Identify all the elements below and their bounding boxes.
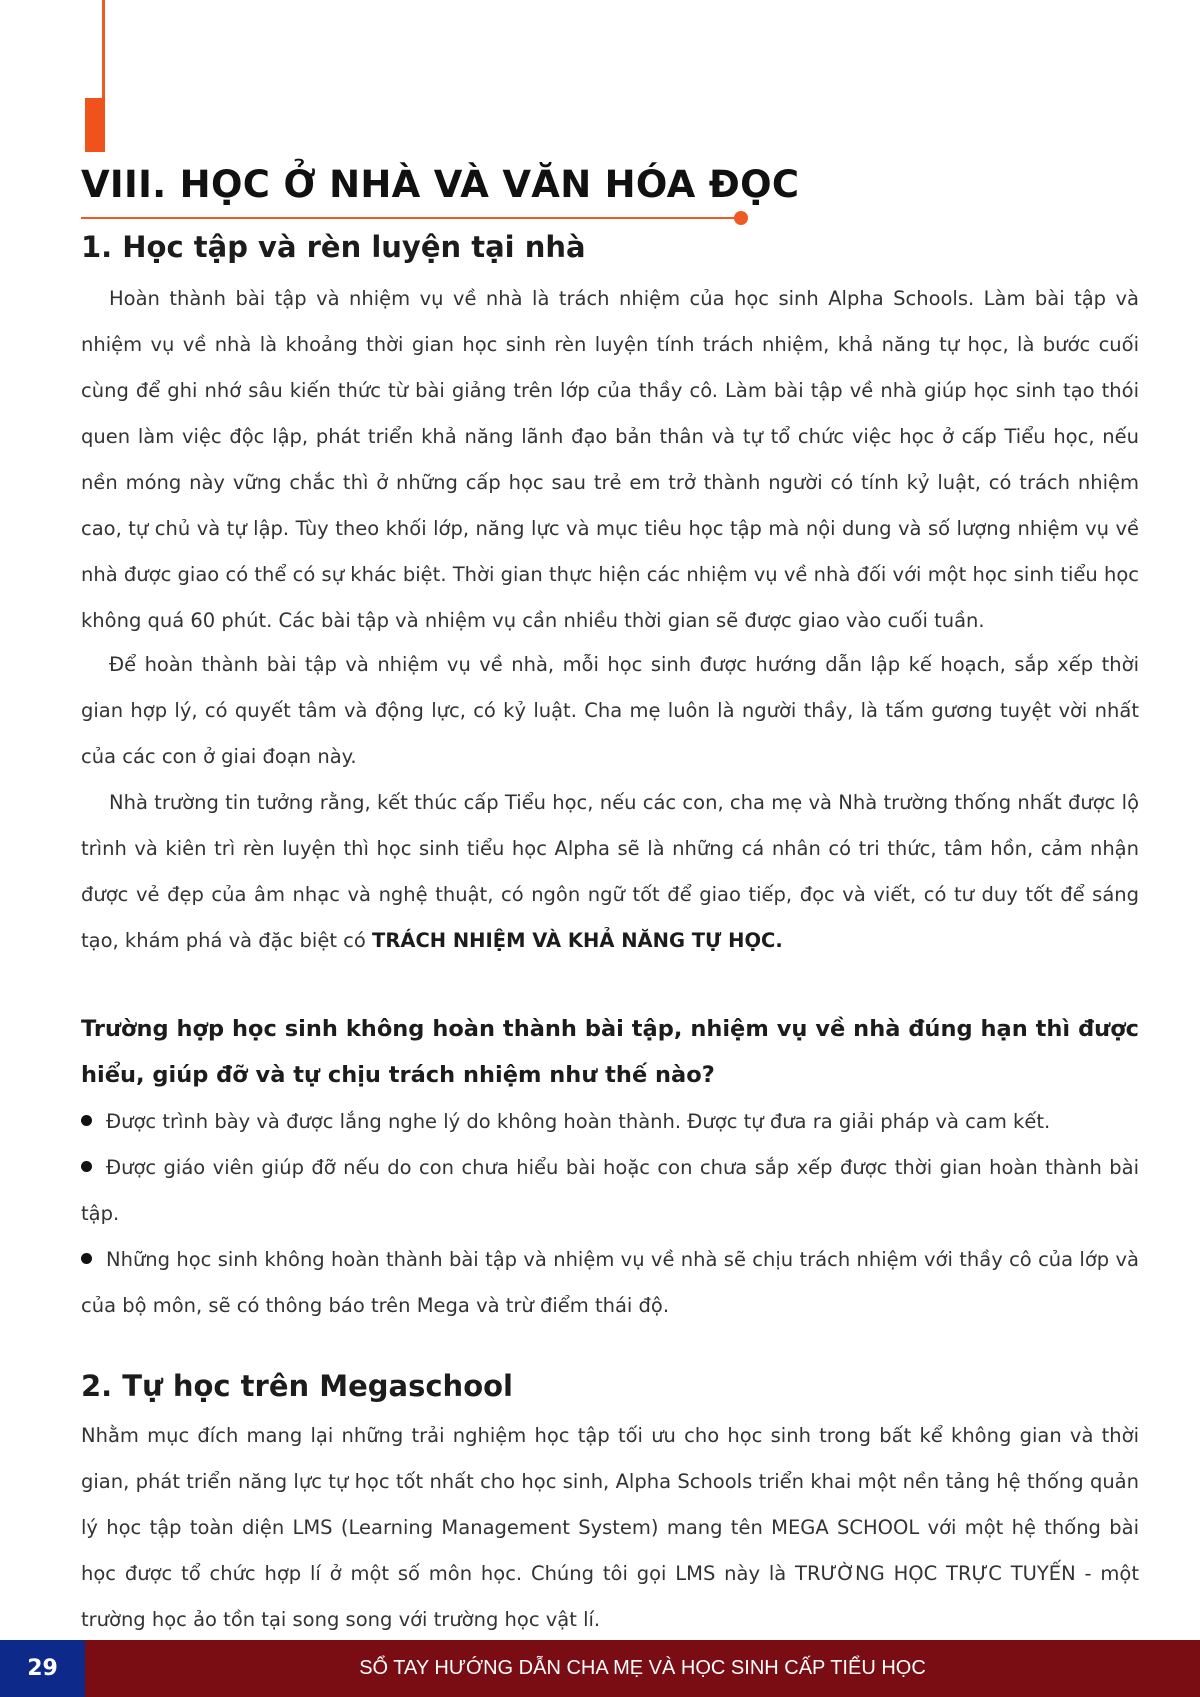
bullet-item-2 [81, 1145, 1139, 1237]
paragraph-3-bold-text: TRÁCH NHIỆM VÀ KHẢ NĂNG TỰ HỌC. [372, 929, 783, 952]
section-2-heading: 2. Tự học trên Megaschool [81, 1369, 513, 1403]
accent-vertical-line [102, 0, 105, 100]
bullet-icon [81, 1115, 92, 1126]
section-1-paragraph-1: Hoàn thành bài tập và nhiệm vụ về nhà là trách nhiệm của học sinh Alpha Schools. Làm bài tập và nhiệm vụ về nhà là khoảng thời gian học sinh rèn luyện tính trách nhiệm, khả năng tự học, là bước cuối cùng để ghi nhớ sâu kiến thức từ bài giảng trên lớp của thầy cô. Làm bài tập về nhà giúp học sinh tạo thói quen làm việc độc lập, phát triển khả năng lãnh đạo bản thân và tự tổ chức việc học ở cấp Tiểu học, nếu nền móng này vững chắc thì ở những cấp học sau trẻ em trở thành người có tính kỷ luật, có trách nhiệm cao, tự chủ và tự lập. Tùy theo khối lớp, năng lực và mục tiêu học tập mà nội dung và số lượng nhiệm vụ về nhà được giao có thể có sự khác biệt. Thời gian thực hiện các nhiệm vụ về nhà đối với một học sinh tiểu học không quá 60 phút. Các bài tập và nhiệm vụ cần nhiều thời gian sẽ được giao vào cuối tuần. [81, 287, 1139, 632]
bullet-text: Những học sinh không hoàn thành bài tập và nhiệm vụ về nhà sẽ chịu trách nhiệm với thầy cô của lớp và của bộ môn, sẽ có thông báo trên Mega và trừ điểm thái độ. [81, 1248, 1139, 1317]
section-1-paragraph-2: Để hoàn thành bài tập và nhiệm vụ về nhà, mỗi học sinh được hướng dẫn lập kế hoạch, sắp xếp thời gian hợp lý, có quyết tâm và động lực, có kỷ luật. Cha mẹ luôn là người thầy, là tấm gương tuyệt vời nhất của các con ở giai đoạn này. [81, 653, 1139, 768]
bullet-icon [81, 1161, 92, 1172]
section-1-paragraph-3 [81, 780, 1139, 964]
section-2-paragraph-1: Nhằm mục đích mang lại những trải nghiệm học tập tối ưu cho học sinh trong bất kể không gian và thời gian, phát triển năng lực tự học tốt nhất cho học sinh, Alpha Schools triển khai một nền tảng hệ thống quản lý học tập toàn diện LMS (Learning Management System) mang tên MEGA SCHOOL với một hệ thống bài học được tổ chức hợp lí ở một số môn học. Chúng tôi gọi LMS này là TRƯỜNG HỌC TRỰC TUYẾN - một trường học ảo tồn tại song song với trường học vật lí. [81, 1424, 1139, 1631]
paragraph-3-text: Nhà trường tin tưởng rằng, kết thúc cấp Tiểu học, nếu các con, cha mẹ và Nhà trường thống nhất được lộ trình và kiên trì rèn luyện thì học sinh tiểu học Alpha sẽ là những cá nhân có tri thức, tâm hồn, cảm nhận được vẻ đẹp của âm nhạc và nghệ thuật, có ngôn ngữ tốt để giao tiếp, đọc và viết, có tư duy tốt để sáng tạo, khám phá và đặc biệt có [81, 791, 1139, 952]
bullet-item-3 [81, 1237, 1139, 1329]
page-number: 29 [0, 1640, 85, 1697]
title-underline-dot [734, 211, 748, 225]
bullet-text: Được trình bày và được lắng nghe lý do không hoàn thành. Được tự đưa ra giải pháp và cam kết. [106, 1110, 1051, 1133]
bullet-text: Được giáo viên giúp đỡ nếu do con chưa hiểu bài hoặc con chưa sắp xếp được thời gian hoàn thành bài tập. [81, 1156, 1139, 1225]
footer-title: SỔ TAY HƯỚNG DẪN CHA MẸ VÀ HỌC SINH CẤP TIỂU HỌC [85, 1640, 1200, 1697]
section-1-heading: 1. Học tập và rèn luyện tại nhà [81, 230, 586, 264]
bullet-item-1 [81, 1099, 1139, 1145]
homework-question: Trường hợp học sinh không hoàn thành bài tập, nhiệm vụ về nhà đúng hạn thì được hiểu, giúp đỡ và tự chịu trách nhiệm như thế nào? [81, 1016, 1139, 1088]
chapter-title: VIII. HỌC Ở NHÀ VÀ VĂN HÓA ĐỌC [81, 163, 800, 206]
accent-block [85, 98, 105, 152]
bullet-icon [81, 1253, 92, 1264]
title-underline [81, 217, 739, 219]
